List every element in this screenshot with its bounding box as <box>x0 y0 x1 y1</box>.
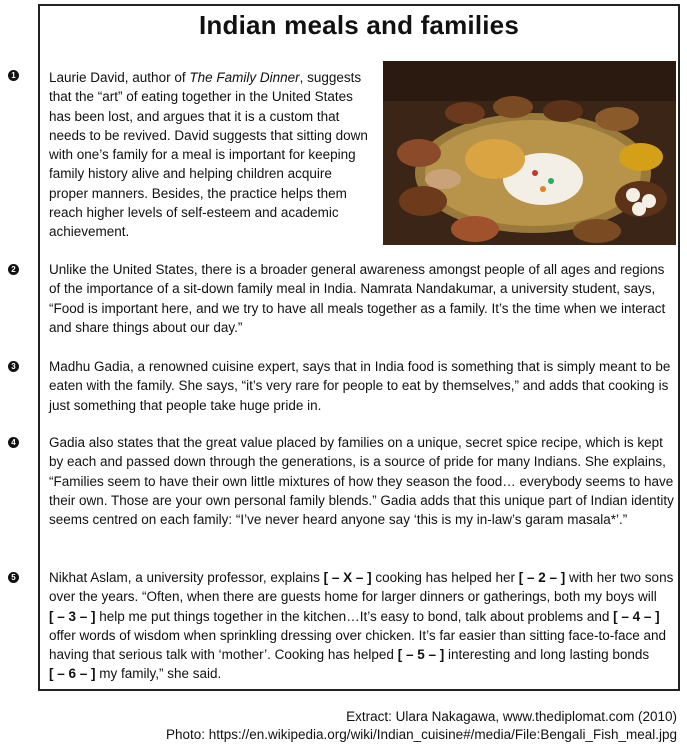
paragraph-marker-4: 4 <box>8 437 19 448</box>
paragraph-4-text: Gadia also states that the great value placed by families on a unique, secret spice recipe, which is kept by each and passed down through the generations, is a source of pride for many Indians. She explains, “Families seem to have their own little mixtures of how they season the food… everybody seems to have their own. Those are your own personal family blends.” Gadia adds that this unique part of Indian identity seems centred on each family: “I’ve never heard anyone say ‘this is my in-law’s garam masala*’.” <box>49 435 674 528</box>
book-title: The Family Dinner <box>189 70 300 85</box>
paragraph-2-text: Unlike the United States, there is a broader general awareness amongst people of all ages and regions of the importance of a sit-down family meal in India. Namrata Nandakumar, a university student, says, “Food is important here, and we try to have all meals together as a family. It’s the time when we interact and share things about our day.” <box>49 262 666 335</box>
blank-4: [ – 4 – ] <box>613 608 660 624</box>
paragraph-5-seg-2: cooking has helped her <box>371 570 519 585</box>
paragraph-5-seg-7: my family,” she said. <box>95 666 222 682</box>
paragraph-5-seg-3: with her two sons over the years. “Often, when there are guests home for larger dinners or gatherings, both my boys will <box>49 570 674 605</box>
food-photo <box>383 61 676 245</box>
paragraph-5-seg-6: interesting and long lasting bonds <box>444 647 650 663</box>
blank-2: [ – 2 – ] <box>518 570 566 585</box>
paragraph-marker-2: 2 <box>8 264 19 275</box>
paragraph-3 <box>49 357 674 415</box>
blank-x: [ – X – ] <box>323 570 372 585</box>
paragraph-5-seg-1: Nikhat Aslam, a university professor, explains <box>49 570 324 585</box>
paragraph-2 <box>49 260 674 337</box>
paragraph-5-seg-4: help me put things together in the kitchen…It’s easy to bond, talk about problems and <box>95 608 614 624</box>
bengali-fish-meal-illustration <box>383 61 676 245</box>
page-title: Indian meals and families <box>199 10 519 40</box>
paragraph-3-text: Madhu Gadia, a renowned cuisine expert, says that in India food is something that is simply meant to be eaten with the family. She says, “it’s very rare for people to eat by themselves,” and adds that cooking is just something that people take huge pride in. <box>49 359 671 413</box>
paragraph-marker-1: 1 <box>8 70 19 81</box>
blank-6: [ – 6 – ] <box>49 666 96 682</box>
photo-credit: Photo: https://en.wikipedia.org/wiki/Indian_cuisine#/media/File:Bengali_Fish_meal.jpg <box>165 727 677 742</box>
paragraph-1-body: , suggests that the “art” of eating together in the United States has been lost, and argues that it is a custom that needs to be revived. David suggests that sitting down with one’s family for a meal is important for keeping family history alive and helping children acquire proper manners. Besides, the practice helps them reach higher levels of self-esteem and academic achievement. <box>49 70 368 240</box>
extract-credit: Extract: Ulara Nakagawa, www.thediplomat.com (2010) <box>346 709 677 724</box>
blank-3: [ – 3 – ] <box>49 608 96 624</box>
paragraph-1 <box>49 68 374 242</box>
paragraph-marker-5: 5 <box>8 572 19 583</box>
paragraph-1-intro: Laurie David, author of <box>49 70 190 85</box>
paragraph-marker-3: 3 <box>8 361 19 372</box>
paragraph-4 <box>49 433 674 529</box>
blank-5: [ – 5 – ] <box>397 647 445 663</box>
paragraph-5 <box>49 568 674 684</box>
paragraph-5-seg-5: offer words of wisdom when sprinkling dressing over chicken. It’s far easier than sitting face-to-face and having that serious talk with ‘mother’. Cooking has helped <box>49 627 667 663</box>
